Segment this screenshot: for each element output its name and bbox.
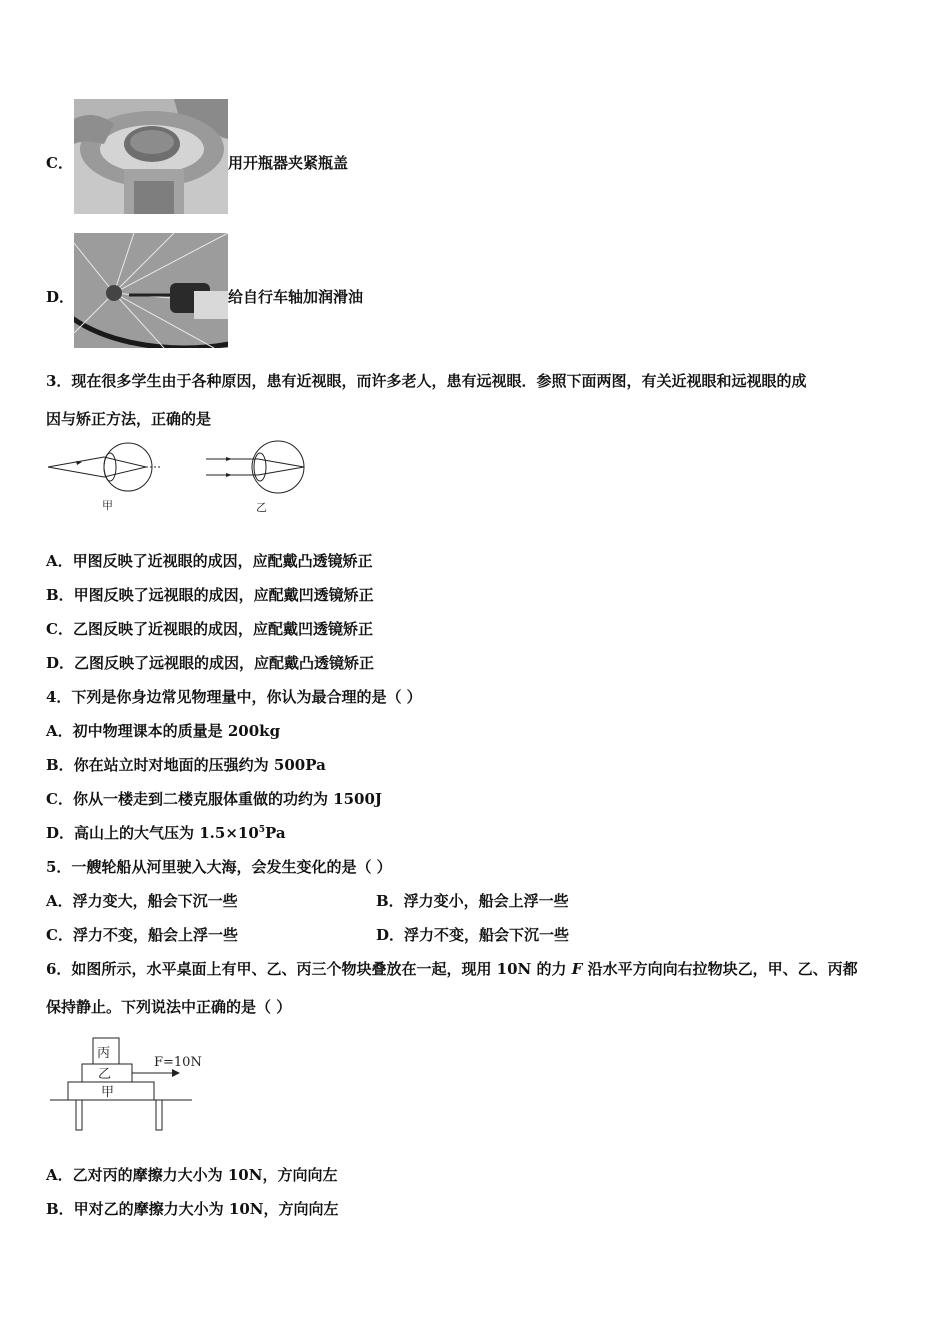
q4-option-c: C．你从一楼走到二楼克服体重做的功约为 1500J (46, 790, 383, 808)
q6-force-symbol: F (571, 960, 583, 978)
bottle-opener-photo-icon (74, 99, 228, 214)
q4-option-b: B．你在站立时对地面的压强约为 500Pa (46, 756, 326, 774)
q5-option-b: B．浮力变小，船会上浮一些 (376, 892, 569, 910)
q5-option-d: D．浮力不变，船会下沉一些 (376, 926, 570, 944)
q3-option-a: A．甲图反映了近视眼的成因，应配戴凸透镜矫正 (46, 552, 373, 570)
q5-option-c: C．浮力不变，船会上浮一些 (46, 926, 238, 944)
q6-option-b: B．甲对乙的摩擦力大小为 10N，方向向左 (46, 1200, 339, 1218)
bicycle-oiling-photo-icon (74, 233, 228, 348)
block-bing-label: 丙 (97, 1046, 111, 1061)
eye-diagrams (46, 440, 316, 520)
force-label: F=10N (154, 1055, 202, 1070)
q6-stem-line2: 保持静止。下列说法中正确的是（ ） (46, 998, 292, 1016)
q4-option-d (46, 822, 286, 843)
q6-stem-line1 (46, 958, 858, 979)
fig-label-yi: 乙 (256, 501, 267, 514)
stacked-blocks-diagram (46, 1036, 216, 1136)
q3-stem-line1: 3．现在很多学生由于各种原因，患有近视眼，而许多老人，患有远视眼．参照下面两图，有关近视眼和远视眼的成 (46, 372, 807, 390)
q4-stem: 4．下列是你身边常见物理量中，你认为最合理的是（ ） (46, 688, 422, 706)
q6-stem-part1: 6．如图所示，水平桌面上有甲、乙、丙三个物块叠放在一起，现用 10N 的力 (46, 960, 572, 978)
q6-option-a: A．乙对丙的摩擦力大小为 10N，方向向左 (46, 1166, 338, 1184)
block-jia-label: 甲 (101, 1085, 115, 1100)
option-d-letter: D． (46, 288, 75, 306)
q4-option-d-exponent: 5 (258, 825, 266, 835)
q5-option-a: A．浮力变大，船会下沉一些 (46, 892, 238, 910)
q6-stem-part2: 沿水平方向向右拉物块乙，甲、乙、丙都 (582, 960, 858, 978)
option-c-letter: C． (46, 154, 73, 172)
q4-option-d-unit: Pa (265, 824, 286, 842)
block-yi-label: 乙 (98, 1067, 112, 1082)
q3-option-c: C．乙图反映了近视眼的成因，应配戴凹透镜矫正 (46, 620, 373, 638)
option-c-caption: 用开瓶器夹紧瓶盖 (228, 154, 349, 172)
q4-option-a: A．初中物理课本的质量是 200kg (46, 722, 281, 740)
option-d-caption: 给自行车轴加润滑油 (228, 288, 364, 306)
q3-option-d: D．乙图反映了远视眼的成因，应配戴凸透镜矫正 (46, 654, 375, 672)
q3-option-b: B．甲图反映了远视眼的成因，应配戴凹透镜矫正 (46, 586, 374, 604)
q5-stem: 5．一艘轮船从河里驶入大海，会发生变化的是（ ） (46, 858, 392, 876)
q3-stem-line2: 因与矫正方法，正确的是 (46, 410, 212, 428)
fig-label-jia: 甲 (102, 499, 113, 512)
q4-option-d-prefix: D．高山上的大气压为 1.5×10 (46, 824, 259, 842)
